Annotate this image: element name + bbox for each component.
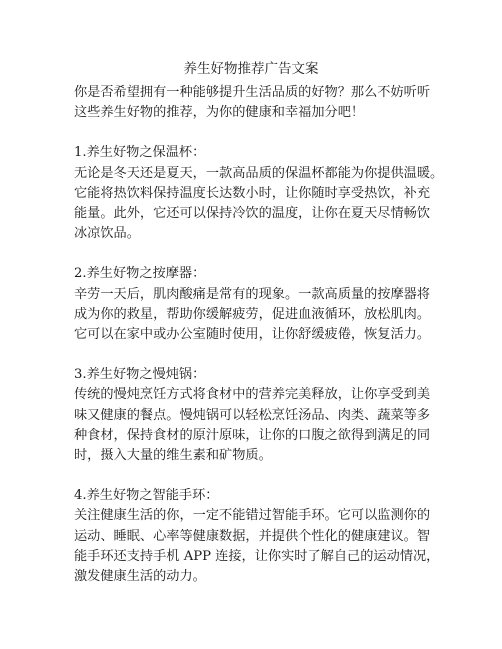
section-paragraph (74, 164, 444, 245)
paragraph-line: 运动、睡眠、心率等健康数据，并提供个性化的健康建议。智 (74, 528, 431, 544)
intro-line: 这些养生好物的推荐，为你的健康和幸福加分吧！ (74, 105, 365, 121)
paragraph-line: 种食材，保持食材的原汁原味，让你的口腹之欲得到满足的同 (74, 427, 431, 443)
section-paragraph (74, 285, 444, 346)
document-body (74, 83, 444, 587)
paragraph-line: 关注健康生活的你，一定不能错过智能手环。它可以监测你的 (74, 508, 431, 524)
paragraph-line: 冰凉饮品。 (74, 226, 140, 242)
section-paragraph (74, 385, 444, 466)
intro-paragraph (74, 83, 444, 123)
paragraph-line: 辛劳一天后，肌肉酸痛是常有的现象。一款高质量的按摩器将 (74, 286, 431, 302)
paragraph-line: 传统的慢炖烹饪方式将食材中的营养完美释放，让你享受到美 (74, 387, 431, 403)
paragraph-line: 它可以在家中或办公室随时使用，让你舒缓疲倦，恢复活力。 (74, 327, 431, 343)
paragraph-line: 时，摄入大量的维生素和矿物质。 (74, 448, 272, 464)
section-slow-cooker (74, 365, 444, 466)
paragraph-line: 味又健康的餐点。慢炖锅可以轻松烹饪汤品、肉类、蔬菜等多 (74, 407, 431, 423)
section-heading: 2.养生好物之按摩器： (74, 266, 206, 282)
section-thermos (74, 143, 444, 244)
section-heading: 1.养生好物之保温杯： (74, 145, 206, 161)
intro-line: 你是否希望拥有一种能够提升生活品质的好物？那么不妨听听 (74, 85, 431, 100)
paragraph-line: 无论是冬天还是夏天，一款高品质的保温杯都能为你提供温暖。 (74, 165, 444, 181)
section-heading: 4.养生好物之智能手环： (74, 488, 219, 504)
document-title: 养生好物推荐广告文案 (183, 61, 319, 77)
section-smart-band (74, 486, 444, 587)
section-heading: 3.养生好物之慢炖锅： (74, 367, 206, 383)
paragraph-line: 激发健康生活的动力。 (74, 569, 206, 585)
paragraph-line: 它能将热饮料保持温度长达数小时，让你随时享受热饮，补充 (74, 185, 431, 201)
paragraph-line: 能量。此外，它还可以保持冷饮的温度，让你在夏天尽情畅饮 (74, 206, 431, 222)
paragraph-line: 能手环还支持手机 APP 连接，让你实时了解自己的运动情况， (74, 548, 440, 564)
paragraph-line: 成为你的救星，帮助你缓解疲劳，促进血液循环，放松肌肉。 (74, 306, 431, 322)
section-massager (74, 264, 444, 345)
section-paragraph (74, 506, 444, 587)
